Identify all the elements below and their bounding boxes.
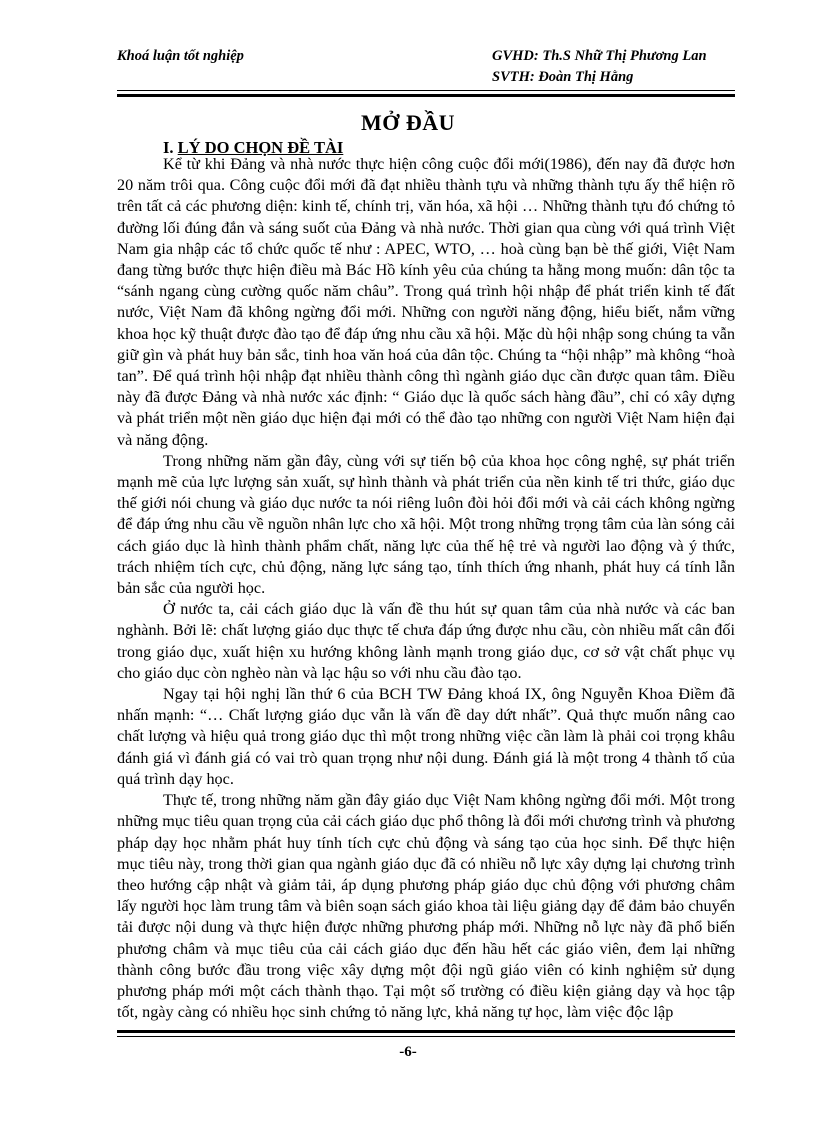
header-authors bbox=[492, 46, 707, 88]
page-number: -6- bbox=[399, 1044, 417, 1060]
paragraph: Kể từ khi Đảng và nhà nước thực hiện công cuộc đổi mới(1986), đến nay đã được hơn 20 năm trôi qua. Công cuộc đổi mới đã đạt nhiều thành tựu và những thành tựu ấy thể hiện rõ trên tất cả các phương diện: kinh tế, chính trị, văn hóa, xã hội … Những thành tựu đó chứng tỏ đường lối đúng đắn và sáng suốt của Đảng và nhà nước. Thời gian qua cùng với quá trình Việt Nam gia nhập các tổ chức quốc tế như : APEC, WTO, … hoà cùng bạn bè thế giới, Việt Nam đang từng bước thực hiện điều mà Bác Hồ kính yêu của chúng ta hằng mong muốn: dân tộc ta “sánh ngang cùng cường quốc năm châu”. Trong quá trình hội nhập để phát triển kinh tế đất nước, Việt Nam đã không ngừng đổi mới. Những con người năng động, hiểu biết, nắm vững khoa học kỹ thuật được đào tạo để đáp ứng nhu cầu xã hội. Mặc dù hội nhập song chúng ta vẫn giữ gìn và phát huy bản sắc, tinh hoa văn hoá của dân tộc. Chúng ta “hội nhập” mà không “hoà tan”. Để quá trình hội nhập đạt nhiều thành công thì ngành giáo dục cần được quan tâm. Điều này đã được Đảng và nhà nước xác định: “ Giáo dục là quốc sách hàng đầu”, chỉ có xây dựng và phát triển một nền giáo dục hiện đại mới có thể đào tạo những con người Việt Nam hiện đại và năng động. bbox=[117, 155, 735, 449]
footer-rule-thin bbox=[117, 1036, 735, 1037]
body-text bbox=[117, 154, 735, 1023]
section-title: LÝ DO CHỌN ĐỀ TÀI bbox=[177, 138, 344, 157]
header-student: SVTH: Đoàn Thị Hằng bbox=[492, 69, 634, 85]
paragraph: Ở nước ta, cải cách giáo dục là vấn đề thu hút sự quan tâm của nhà nước và các ban nghành. Bởi lẽ: chất lượng giáo dục thực tế chưa đáp ứng được nhu cầu, còn nhiều mất cân đối trong giáo dục, xuất hiện xu hướng không lành mạnh trong giáo dục, cơ sở vật chất phục vụ cho giáo dục còn nghèo nàn và lạc hậu so với nhu cầu đào tạo. bbox=[117, 600, 735, 682]
paragraph: Trong những năm gần đây, cùng với sự tiến bộ của khoa học công nghệ, sự phát triển mạnh mẽ của lực lượng sản xuất, sự hình thành và phát triển của nền kinh tế tri thức, giáo dục thế giới nói chung và giáo dục nước ta nói riêng luôn đòi hỏi đổi mới và cải cách không ngừng để đáp ứng nhu cầu về nguồn nhân lực cho xã hội. Một trong những trọng tâm của làn sóng cải cách giáo dục là hình thành phẩm chất, năng lực của thế hệ trẻ và người lao động và ý thức, trách nhiệm tích cực, chủ động, năng lực sáng tạo, tính thích ứng nhanh, phát huy cá tính lẫn bản sắc của người học. bbox=[117, 451, 735, 598]
page-title: MỞ ĐẦU bbox=[360, 110, 456, 135]
paragraph: Thực tế, trong những năm gần đây giáo dục Việt Nam không ngừng đổi mới. Một trong những mục tiêu quan trọng của cải cách giáo dục phổ thông là đổi mới chương trình và phương pháp dạy học nhằm phát huy tính tích cực chủ động và sáng tạo của học sinh. Để thực hiện mục tiêu này, trong thời gian qua ngành giáo dục đã có nhiều nỗ lực xây dựng lại chương trình theo hướng cập nhật và giảm tải, áp dụng phương pháp giáo dục chủ động với phương châm lấy người học làm trung tâm và biên soạn sách giáo khoa tài liệu giảng dạy để đảm bảo chuyển tải được nội dung và thực hiện được những phương pháp mới. Những nỗ lực này đã phổ biến phương châm và mục tiêu của cải cách giáo dục đến hầu hết các giáo viên, đem lại những thành công bước đầu trong việc xây dựng một đội ngũ giáo viên có kinh nghiệm sử dụng phương pháp mới một cách thành thạo. Tại một số trường có điều kiện giảng dạy và học tập tốt, ngày càng có nhiều học sinh chứng tỏ năng lực, khả năng tự học, làm việc độc lập bbox=[117, 791, 735, 1022]
paragraph: Ngay tại hội nghị lần thứ 6 của BCH TW Đảng khoá IX, ông Nguyễn Khoa Điềm đã nhấn mạnh: “… Chất lượng giáo dục vẫn là vấn đề day dứt nhất”. Quả thực muốn nâng cao chất lượng và hiệu quả trong giáo dục thì một trong những việc cần làm là phải coi trọng khâu đánh giá vì đánh giá có vai trò quan trọng như nội dung. Đánh giá là một trong 4 thành tố của quá trình dạy học. bbox=[117, 685, 735, 788]
header-supervisor: GVHD: Th.S Nhữ Thị Phương Lan bbox=[492, 48, 707, 64]
header-thesis-type: Khoá luận tốt nghiệp bbox=[117, 48, 244, 64]
section-number: I. bbox=[163, 138, 178, 157]
page-header bbox=[117, 43, 735, 93]
footer-rule-thick bbox=[117, 1030, 735, 1033]
header-rule-thick bbox=[117, 94, 735, 97]
header-rule-thin bbox=[117, 90, 735, 91]
